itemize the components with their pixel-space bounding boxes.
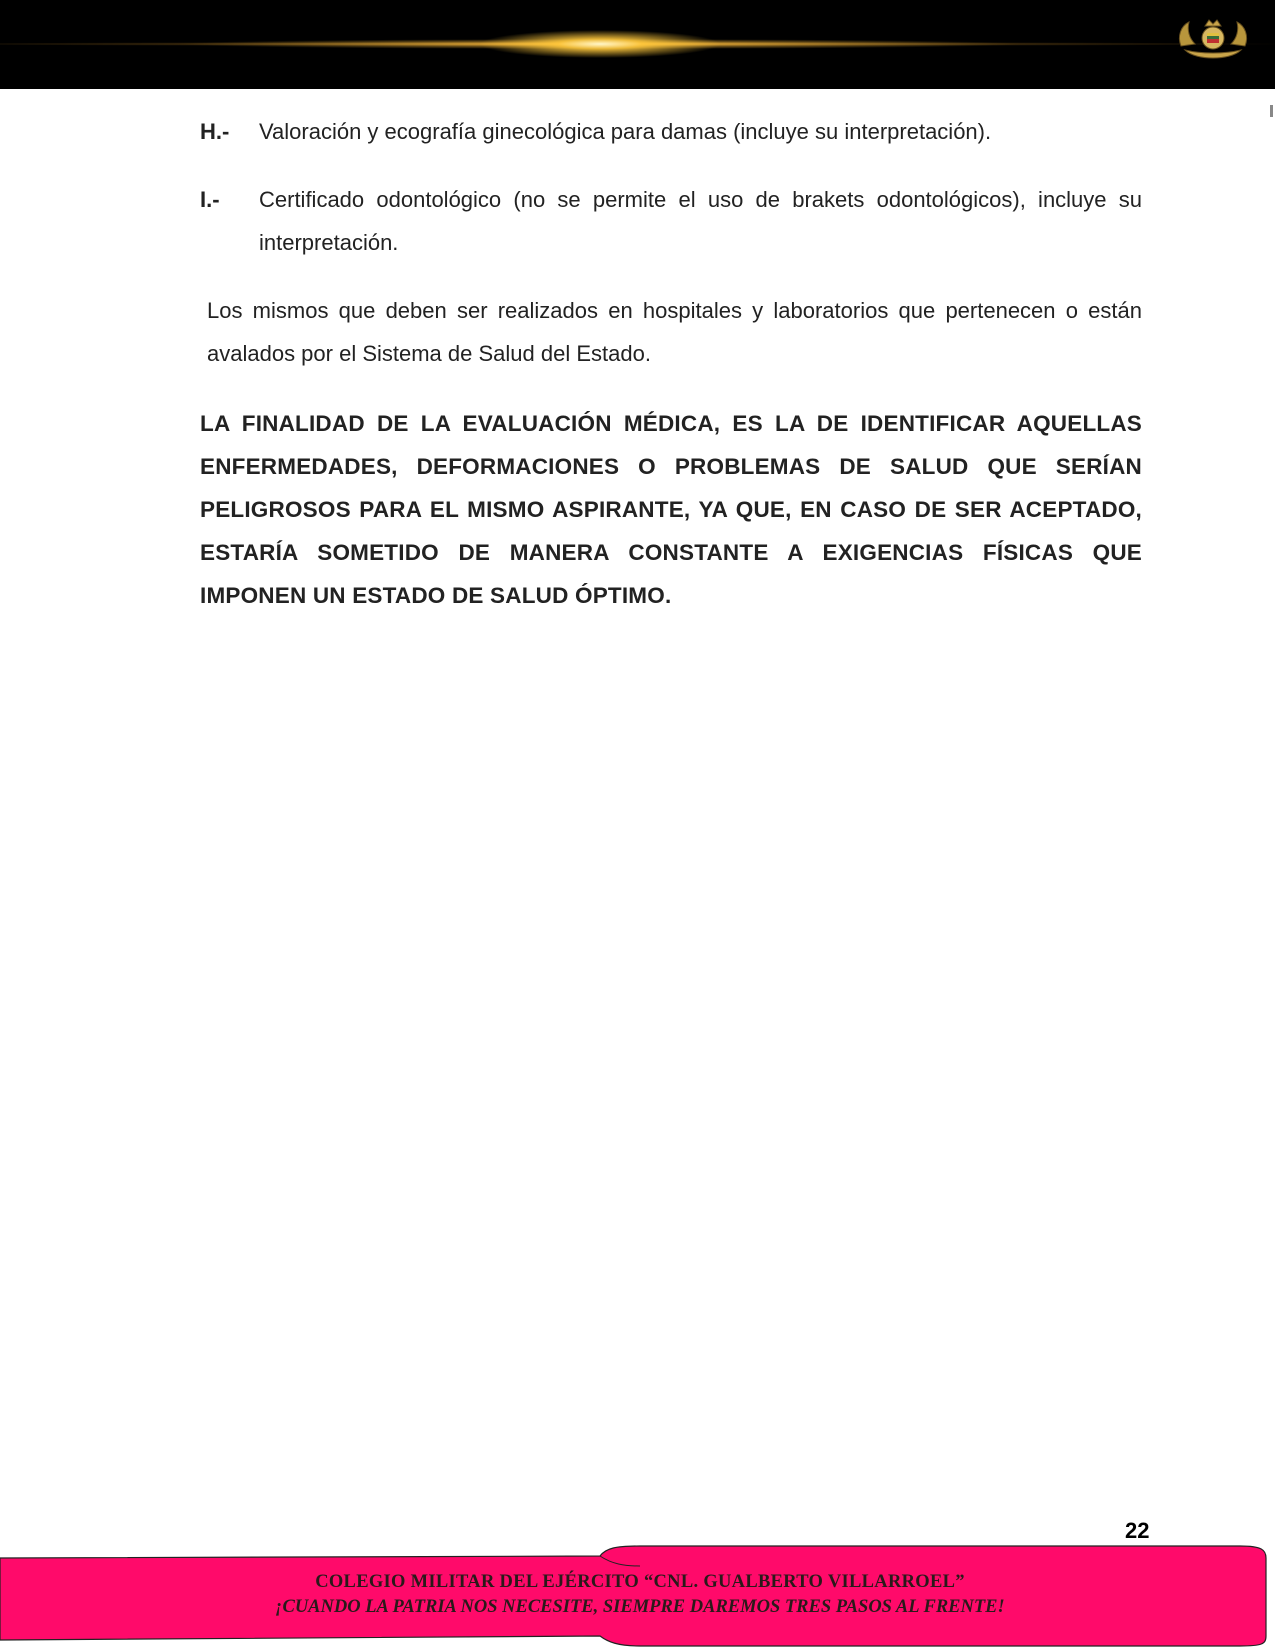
footer-motto: ¡CUANDO LA PATRIA NOS NECESITE, SIEMPRE DAREMOS TRES PASOS AL FRENTE! bbox=[275, 1597, 1005, 1617]
header-light-flare bbox=[0, 0, 1275, 89]
page-number: 22 bbox=[1125, 1518, 1150, 1543]
bold-statement: LA FINALIDAD DE LA EVALUACIÓN MÉDICA, ES LA DE IDENTIFICAR AQUELLAS ENFERMEDADES, DEFORMACIONES O PROBLEMAS DE SALUD QUE SERÍAN PELIGROSOS PARA EL MISMO ASPIRANTE, YA QUE, EN CASO DE SER ACEPTADO, ESTARÍA SOMETIDO DE MANERA CONSTANTE A EXIGENCIAS FÍSICAS QUE IMPONEN UN ESTADO DE SALUD ÓPTIMO. bbox=[200, 411, 1142, 608]
document-body bbox=[200, 110, 1142, 617]
list-item bbox=[200, 178, 1142, 264]
list-item-text: Certificado odontológico (no se permite el uso de brakets odontológicos), incluye su interpretación. bbox=[259, 187, 1142, 255]
header-band bbox=[0, 0, 1275, 89]
list-item-text: Valoración y ecografía ginecológica para damas (incluye su interpretación). bbox=[259, 119, 992, 144]
list-item-letter: H.- bbox=[200, 119, 230, 144]
military-emblem-icon bbox=[1173, 16, 1253, 64]
footer-institution-name: COLEGIO MILITAR DEL EJÉRCITO “CNL. GUALBERTO VILLARROEL” bbox=[315, 1572, 965, 1592]
body-paragraph: Los mismos que deben ser realizados en hospitales y laboratorios que pertenecen o están avalados por el Sistema de Salud del Estado. bbox=[207, 298, 1142, 366]
margin-mark bbox=[1270, 105, 1273, 117]
list-item bbox=[200, 110, 1142, 153]
list-item-letter: I.- bbox=[200, 187, 220, 212]
